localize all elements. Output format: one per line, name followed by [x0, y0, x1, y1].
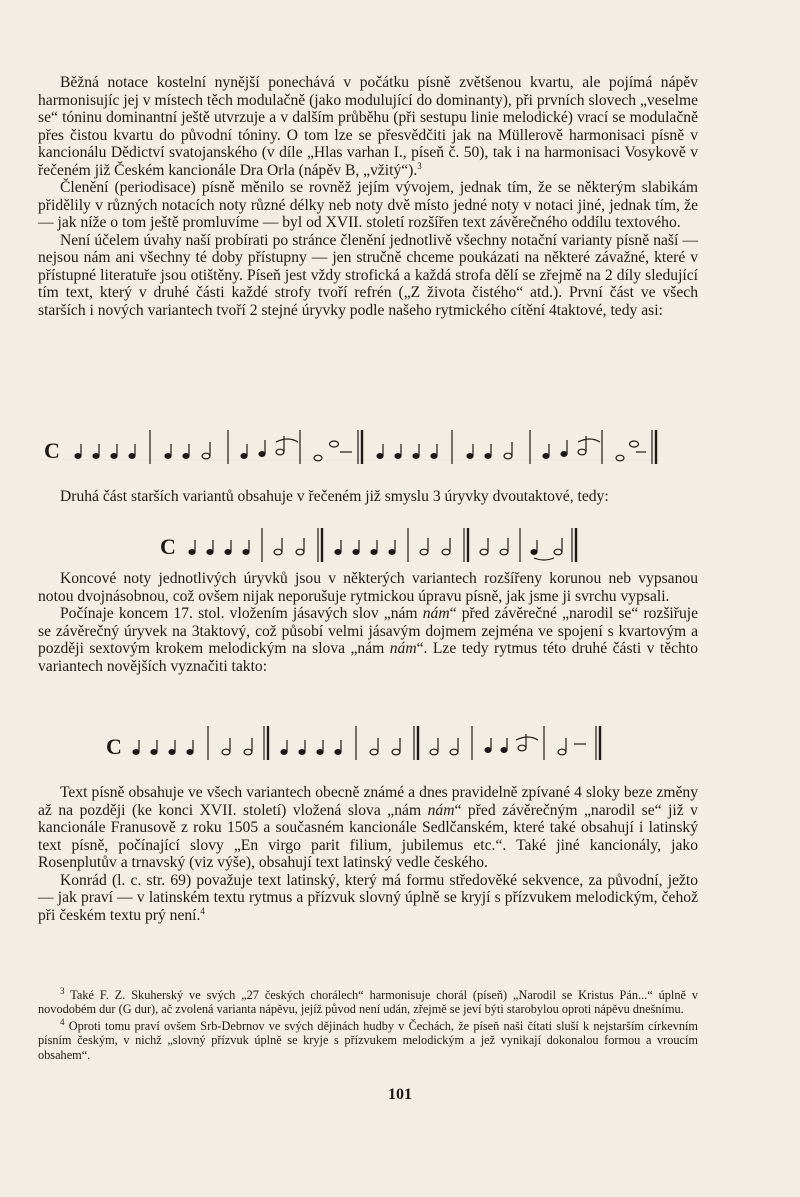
time-signature-c: C [106, 734, 122, 759]
rhythm-example-3 [104, 720, 634, 768]
footnote-3: $^3$ Také F. Z. Skuherský ve svých „27 českých chorálech“ harmonisuje chorál (píseň) „Narodil se Kristus Pán...“ úplně v novodobém dur (G dur), ač zvolená varianta nápěvu, jejíž původ není udán, zřejmě se jeví býti starobylou oproti nápěvu dnešnímu. [38, 985, 698, 1017]
footnote-4: $^4$ Oproti tomu praví ovšem Srb-Debrnov ve svých dějinách hudby v Čechách, že píseň naši čítati sluší k nejstarším církevním písním českým, v nichž „slovný přízvuk úplně se kryje s přízvukem melodickým a jež vynikají dokonalou formou a vroucím obsahem“. [38, 1016, 699, 1062]
footnotes [38, 985, 699, 1064]
paragraph-periodisation: Členění (periodisace) písně měnilo se rovněž jejím vývojem, jednak tím, že se některým slabikám přidělily v různých notacích noty různé délky neb noty dvě místo jedné noty v notaci jiné, jednak tím, že — jak níže o tom ještě promluvíme — byl od XVII. století rozšířen text závěrečného oddílu textového. [38, 179, 698, 231]
paragraph-text: Text písně obsahuje ve všech variantech obecně známé a dnes pravidelně zpívané 4 sloky beze změny až na později (ke konci XVII. století) vložená slova „nám nám“ před závěrečným „narodil se“ již v kancionále Franusově z roku 1505 a současném kancionále Sedlčanském, které také obsahují i latinský text písně, počínající slovy „En virgo parit filium, jubilemus etc.“. Také jiné kancionály, jako Rosenplutův a trnavský (viz výše), obsahují text latinský vedle českého. [38, 784, 698, 871]
main-text-middle [38, 570, 698, 675]
paragraph-second-part: Druhá část starších variantů obsahuje v řečeném již smyslu 3 úryvky dvoutaktové, tedy: [60, 488, 609, 505]
paragraph-pocinaje: Počínaje koncem 17. stol. vložením jásavých slov „nám nám“ před závěrečné „narodil se“ rozšiřuje se závěrečný úryvek na 3taktový, což působí velmi jásavým dojmem zejména ve spojení s kvartovým a později sextovým krokem melodickým na slova „nám nám“. Lze tedy rytmus této druhé části v těchto variantech novějších vyznačiti takto: [38, 605, 698, 675]
footnote-ref-3: 3 [417, 160, 422, 171]
time-signature-c: C [160, 534, 176, 559]
time-signature-c: C [44, 438, 60, 463]
paragraph-variants: Není účelem úvahy naší probírati po stránce členění jednotlivě všechny notační varianty písně naší — nejsou nám ani všechny té doby přístupny — jen stručně chceme poukázati na některé závažné, které v přístupné literatuře jsou otištěny. Píseň jest vždy strofická a každá strofa dělí se zřejmě na 2 díly sledující tím text, který v druhé části každé strofy tvoří refrén („Z života čistého“ atd.). První část ve všech starších i nových variantech tvoří 2 stejné úryvky podle našeho rytmického cítění 4taktové, tedy asi: [38, 231, 698, 319]
paragraph-notation: Běžná notace kostelní nynější ponechává v počátku písně zvětšenou kvartu, ale pojímá nápěv harmonisujíc jej v místech těch modulačně (jako modulující do dominanty), při prvních slovech „veselme se“ tóninu dominantní ještě utvrzuje a v dalším průběhu (při sestupu linie melodické) vrací se modulačně přes čistou kvartu do původní tóniny. O tom lze se přesvědčiti jak na Müllerově harmonisaci písně v kancionálu Dědictví svatojanského (v díle „Hlas varhan I., píseň č. 50), tak i na harmonisaci Vosykově v řečeném již Českém kancionále Dra Orla (nápěv B, „vžitý“).$^3$ [38, 74, 698, 179]
paragraph-koncove: Koncové noty jednotlivých úryvků jsou v některých variantech rozšířeny korunou neb vypsanou notou dvojnásobnou, což ovšem nijak neporušuje rytmickou úpravu písně, jak jsme ji svrchu vypsali. [38, 570, 698, 605]
main-text-top [38, 74, 698, 319]
paragraph-konrad: Konrád (l. c. str. 69) považuje text latinský, který má formu středověké sekvence, za původní, ježto — jak praví — v latinském textu rytmus a přízvuk slovný úplně se kryjí s přízvukem melodickým, čehož při českém textu prý není.$^4$ [38, 871, 698, 924]
footnote-ref-4: 4 [200, 905, 205, 916]
rhythm-example-2 [158, 522, 588, 570]
main-text-second-part [38, 488, 698, 506]
page-number: 101 [388, 1086, 412, 1103]
main-text-bottom [38, 784, 698, 924]
rhythm-example-1 [40, 424, 660, 472]
